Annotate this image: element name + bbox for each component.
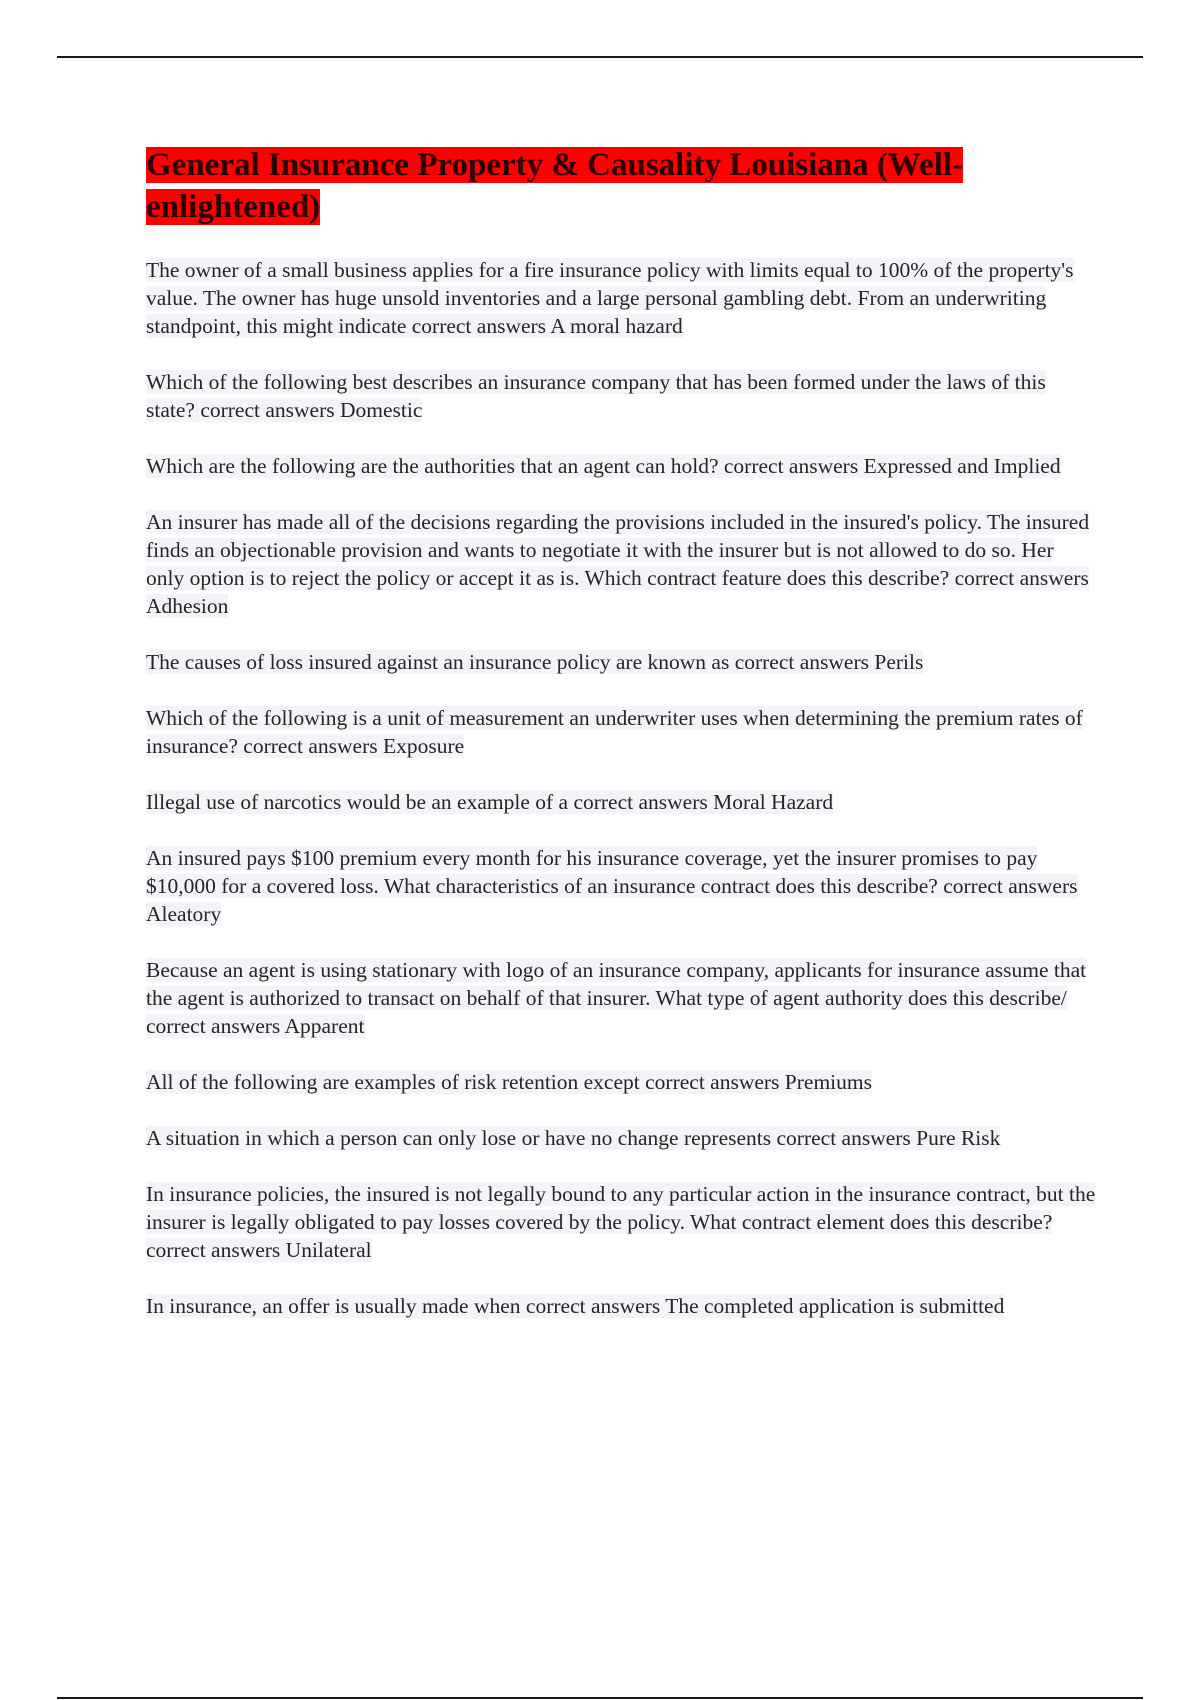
qa-item: In insurance policies, the insured is not legally bound to any particular action in the insurance contract, but the insurer is legally obligated to pay losses covered by the policy. What contract element does this describe? correct answers Unilateral (146, 1182, 1096, 1262)
qa-item: Because an agent is using stationary with logo of an insurance company, applicants for insurance assume that the agent is authorized to transact on behalf of that insurer. What type of agent authority does this describe/ correct answers Apparent (146, 958, 1087, 1038)
document-title: General Insurance Property & Causality Louisiana (Well-enlightened) (146, 147, 964, 225)
page-top-rule (57, 56, 1143, 58)
qa-item: A situation in which a person can only lose or have no change represents correct answers Pure Risk (146, 1126, 1001, 1150)
qa-item: All of the following are examples of risk retention except correct answers Premiums (146, 1070, 872, 1094)
qa-item: The owner of a small business applies for a fire insurance policy with limits equal to 100% of the property's value. The owner has huge unsold inventories and a large personal gambling debt. From an underwriting standpoint, this might indicate correct answers A moral hazard (146, 258, 1074, 338)
qa-item: Which are the following are the authorities that an agent can hold? correct answers Expressed and Implied (146, 454, 1061, 478)
qa-item: An insured pays $100 premium every month for his insurance coverage, yet the insurer promises to pay $10,000 for a covered loss. What characteristics of an insurance contract does this describe? correct answers Aleatory (146, 846, 1078, 926)
qa-item: The causes of loss insured against an insurance policy are known as correct answers Perils (146, 650, 924, 674)
qa-item: In insurance, an offer is usually made when correct answers The completed application is submitted (146, 1294, 1005, 1318)
qa-item: An insurer has made all of the decisions regarding the provisions included in the insured's policy. The insured finds an objectionable provision and wants to negotiate it with the insurer but is not allowed to do so. Her only option is to reject the policy or accept it as is. Which contract feature does this describe? correct answers Adhesion (146, 510, 1090, 618)
page-bottom-rule (57, 1697, 1143, 1699)
qa-item: Which of the following best describes an insurance company that has been formed under the laws of this state? correct answers Domestic (146, 370, 1046, 422)
qa-item: Illegal use of narcotics would be an example of a correct answers Moral Hazard (146, 790, 834, 814)
qa-item: Which of the following is a unit of measurement an underwriter uses when determining the premium rates of insurance? correct answers Exposure (146, 706, 1083, 758)
document-body (146, 144, 1096, 1348)
